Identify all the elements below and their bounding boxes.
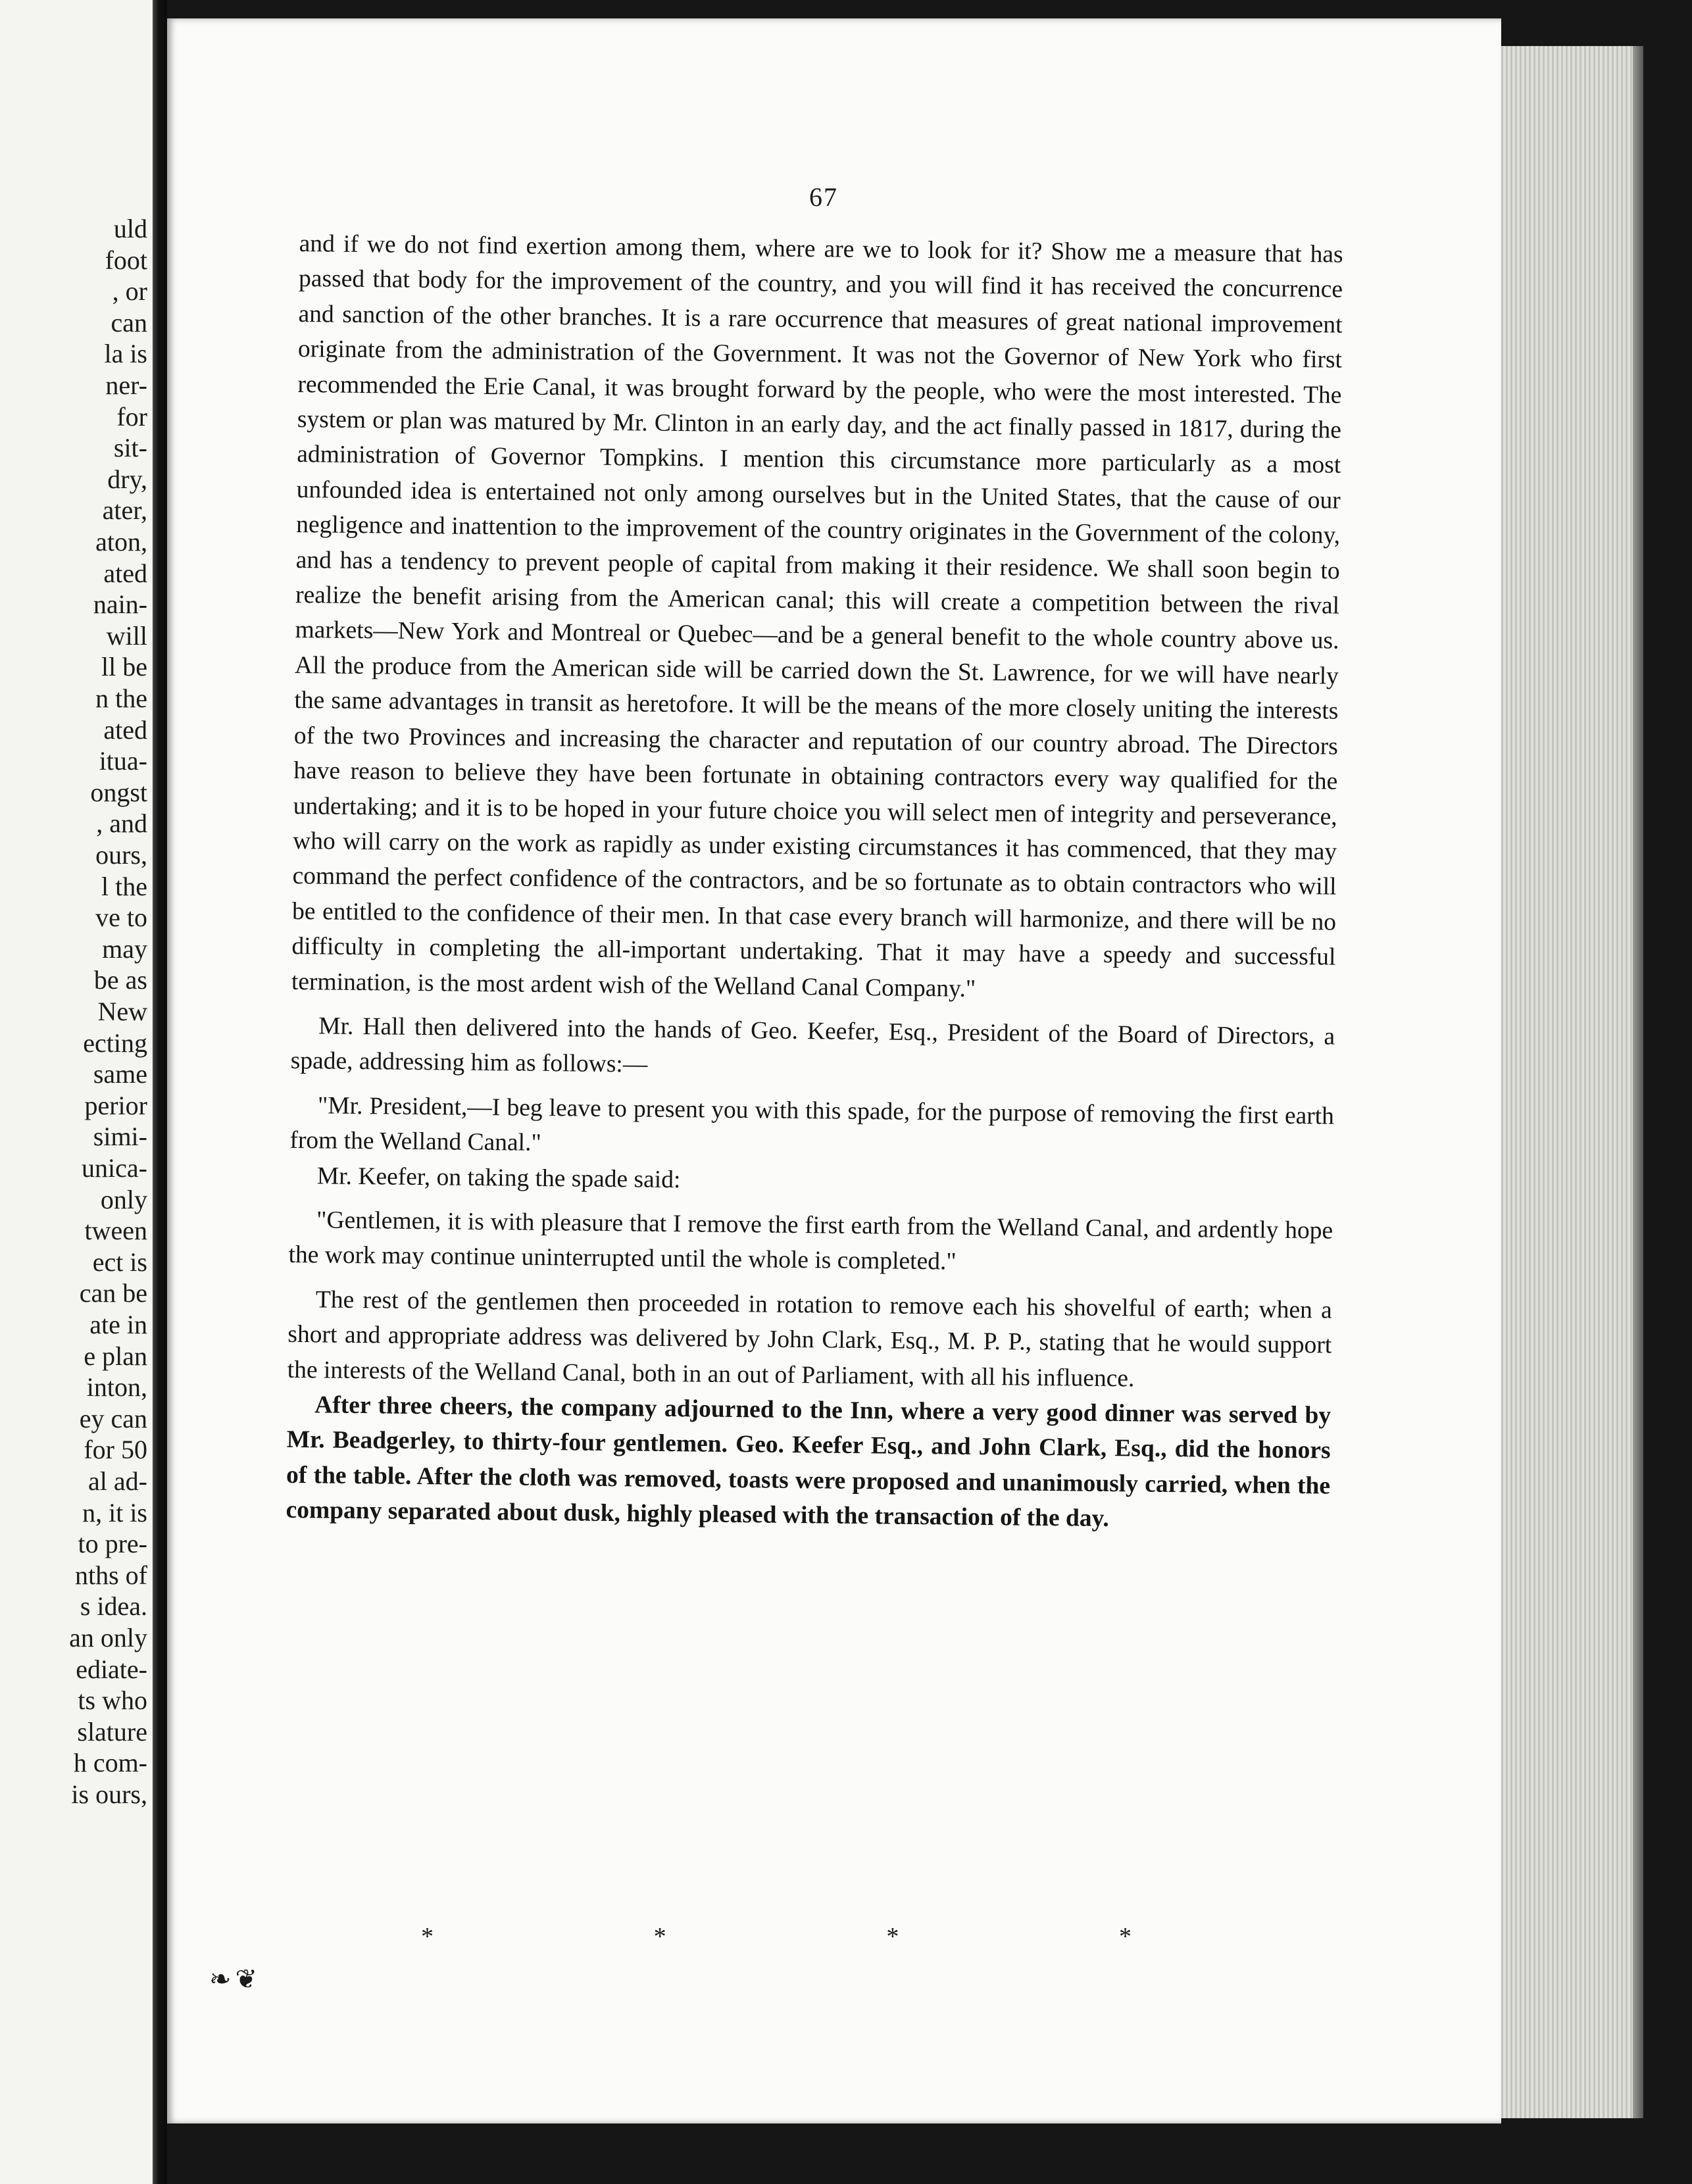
left-page-fragment: for 50 xyxy=(84,1435,147,1465)
left-page-fragment: ater, xyxy=(102,495,147,526)
left-page-fragment: ect is xyxy=(92,1247,147,1277)
left-page-fragment: foot xyxy=(105,245,147,275)
left-page-fragment: simi- xyxy=(93,1122,147,1152)
left-page-fragment: itua- xyxy=(99,746,147,776)
paragraph-president-address: "Mr. President,—I beg leave to present you with this spade, for the purpose of removing the first earth from the Welland Canal." xyxy=(289,1092,1335,1157)
asterisk: * xyxy=(886,1923,899,1950)
paragraph-keefer-response-intro: Mr. Keefer, on taking the spade said: xyxy=(316,1162,681,1193)
left-page-fragment: New xyxy=(97,997,147,1026)
left-page-fragment: same xyxy=(93,1059,147,1089)
left-page-fragment: ediate- xyxy=(76,1654,147,1684)
body-text xyxy=(286,226,1343,1539)
left-page-fragment: ll be xyxy=(101,652,147,682)
left-page-fragment: ve to xyxy=(95,903,147,933)
left-page-fragment: be as xyxy=(93,965,147,995)
paragraph-spade-delivery: Mr. Hall then delivered into the hands of Geo. Keefer, Esq., President of the Board of Directors, a spade, addressing him as follows:— xyxy=(290,1012,1335,1078)
left-page-fragment: is ours, xyxy=(71,1779,147,1809)
left-page-fragment: tween xyxy=(84,1216,147,1246)
left-page-fragment: e plan xyxy=(84,1341,147,1371)
left-page-fragment: aton, xyxy=(95,527,147,557)
left-page-fragment: nain- xyxy=(93,589,147,620)
left-page-fragment: ours, xyxy=(95,840,147,870)
left-page-fragment: for xyxy=(116,401,147,432)
left-page-fragment: n the xyxy=(95,683,147,713)
left-page-fragment: an only xyxy=(69,1623,147,1652)
page-number: 67 xyxy=(809,182,838,212)
paragraph-keefer-response: "Gentlemen, it is with pleasure that I remove the first earth from the Welland Canal, and ardently hope the work may continue uninterrupted until the whole is completed." xyxy=(288,1206,1333,1276)
left-page-fragment: ner- xyxy=(105,370,147,400)
left-page-fragment: uld xyxy=(113,214,147,243)
left-page-fragment: al ad- xyxy=(88,1466,147,1496)
left-page-fragment: n, it is xyxy=(82,1497,147,1527)
asterisk: * xyxy=(421,1923,434,1950)
left-page-fragment: ey can xyxy=(79,1403,147,1433)
left-page-fragment: ts who xyxy=(78,1685,147,1716)
left-page-fragment: s idea. xyxy=(80,1591,147,1622)
left-page-fragment: ecting xyxy=(83,1028,147,1058)
left-page-fragment: sit- xyxy=(113,433,147,463)
left-page-fragment: will xyxy=(106,620,147,651)
paragraph-dinner: After three cheers, the company adjourned to the Inn, where a very good dinner was served by Mr. Beadgerley, to thirty-four gentlemen. Geo. Keefer Esq., and John Clark, Esq., did the honors of the table. After the cloth was removed, toasts were proposed and unanimously carried, when the company separated about dusk, highly pleased with the transaction of the day. xyxy=(286,1391,1331,1533)
left-page-fragment: la is xyxy=(104,339,147,369)
left-page-fragment: ated xyxy=(103,558,147,588)
left-page-fragment: dry, xyxy=(107,464,147,494)
left-page-fragment: may xyxy=(102,933,147,964)
paragraph-exertion-speech: and if we do not find exertion among them, where are we to look for it? Show me a measure that has passed that body for the improvement of the country, and you will find it has received the concurrence and sanction of the other branches. It is a rare occurrence that measures of great national improvement originate from the administration of the Government. It was not the Governor of New York who first recommended the Erie Canal, it was brought forward by the people, who were the most interested. The system or plan was matured by Mr. Clinton in an early day, and the act finally passed in 1817, during the administration of Governor Tompkins. I mention this circumstance more particularly as a most unfounded idea is entertained not only among ourselves but in the United States, that the cause of our negligence and inattention to the improvement of the country originates in the Government of the colony, and has a tendency to prevent people of capital from making it their residence. We shall soon begin to realize the benefit arising from the American canal; this will create a competition between the rival markets—New York and Montreal or Quebec—and be a general benefit to the whole country above us. All the produce from the American side will be carried down the St. Lawrence, for we will have nearly the same advantages in transit as heretofore. It will be the means of the more closely uniting the interests of the two Provinces and increasing the character and reputation of our country abroad. The Directors have reason to believe they have been fortunate in obtaining contractors every way qualified for the undertaking; and it is to be hoped in your future choice you will select men of integrity and perseverance, who will carry on the work as rapidly as under existing circumstances it has commenced, that they may command the perfect confidence of the contractors, and be so fortunate as to obtain contractors who will be entitled to the confidence of their men. In that case every branch will harmonize, and there will be no difficulty in completing the all-important undertaking. That it may have a speedy and successful termination, is the most ardent wish of the Welland Canal Company." xyxy=(291,230,1343,1003)
left-page-fragment: can xyxy=(111,307,147,337)
left-page-fragment: only xyxy=(100,1184,147,1214)
left-page-fragment: to pre- xyxy=(78,1529,147,1559)
paragraph-rotation-address: The rest of the gentlemen then proceeded in rotation to remove each his shovelful of earth; when a short and appropriate address was delivered by John Clark, Esq., M. P. P., stating that he would support the interests of the Welland Canal, both in an out of Parliament, with all his influence. xyxy=(287,1286,1333,1392)
left-page-fragment: l the xyxy=(101,871,147,901)
page-edges xyxy=(1501,46,1633,2118)
asterisk: * xyxy=(1118,1923,1132,1950)
left-page-fragment: perior xyxy=(84,1090,147,1120)
left-page-fragment: ate in xyxy=(89,1310,147,1339)
left-page-fragment: h com- xyxy=(73,1748,147,1778)
asterisk: * xyxy=(653,1923,666,1950)
left-page-fragment: , or xyxy=(112,276,147,307)
book-gutter xyxy=(153,0,167,2184)
left-page-fragment: unica- xyxy=(82,1153,147,1183)
left-page-fragment: , and xyxy=(96,808,147,839)
book-cover-edge xyxy=(1633,46,1643,2118)
left-page-fragment: inton, xyxy=(86,1372,147,1402)
left-page-fragment: ongst xyxy=(90,777,147,807)
left-facing-page xyxy=(0,0,153,2184)
left-page-fragment: ated xyxy=(103,714,147,745)
left-page-fragment: nths of xyxy=(75,1560,147,1590)
corner-ink-mark: ❧❦ xyxy=(209,1964,262,1994)
left-page-fragment: can be xyxy=(79,1278,147,1308)
left-page-fragment: slature xyxy=(77,1716,147,1747)
section-break-asterisks xyxy=(421,1922,1132,1951)
